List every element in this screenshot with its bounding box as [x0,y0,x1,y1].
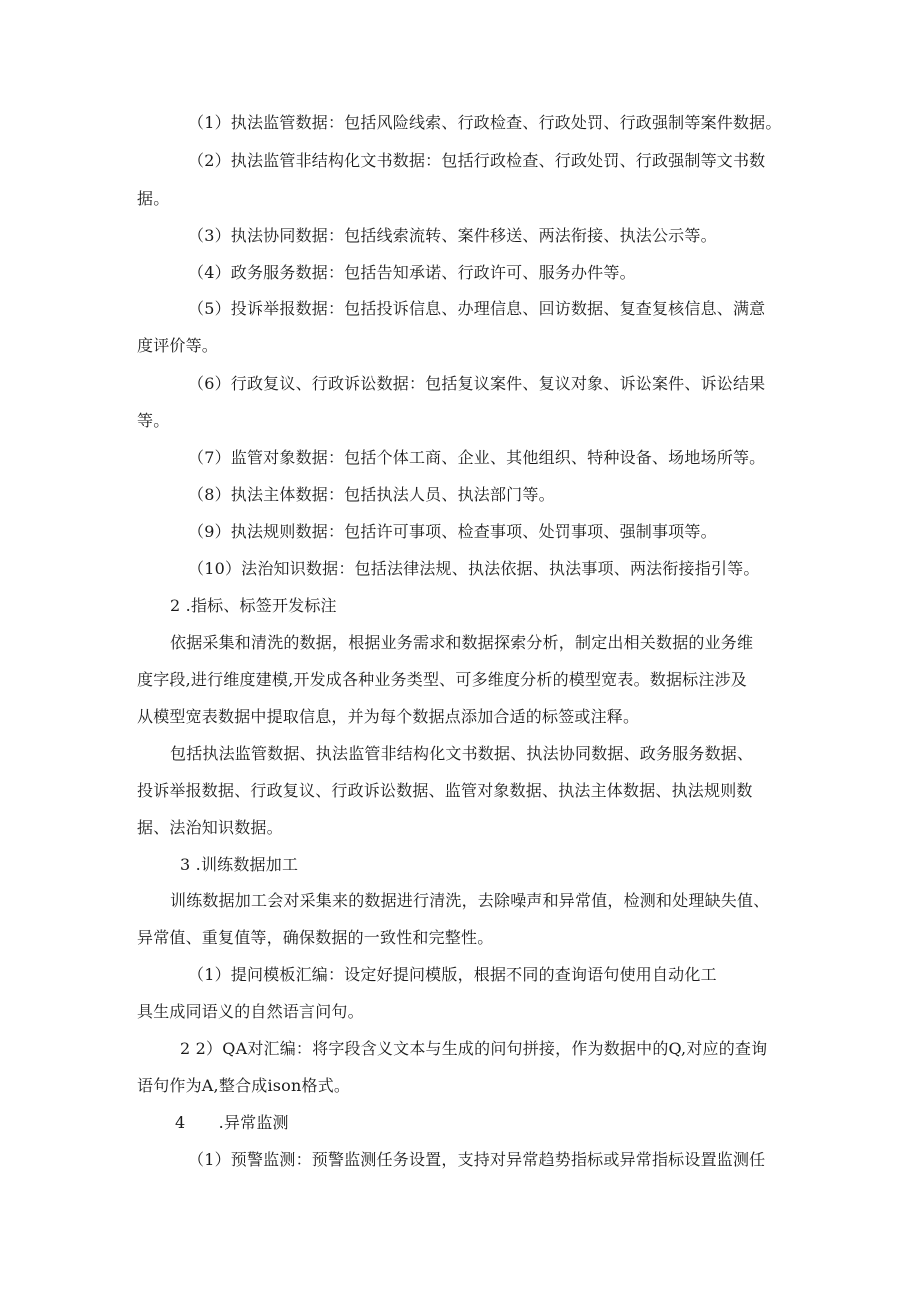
paragraph-item-2: （2）执法监管非结构化文书数据：包括行政检查、行政处罚、行政强制等文书数 [188,151,766,170]
paragraph-body: 依据采集和清洗的数据，根据业务需求和数据探索分析，制定出相关数据的业务维 [170,633,754,652]
section-heading-3: 3 .训练数据加工 [180,855,299,874]
paragraph-item-7: （7）监管对象数据：包括个体工商、企业、其他组织、特种设备、场地场所等。 [188,448,766,467]
paragraph-body: 度字段,进行维度建模,开发成各种业务类型、可多维度分析的模型宽表。数据标注涉及 [137,670,747,689]
section-heading-4: 4 .异常监测 [175,1113,289,1132]
paragraph-item-1: （1）执法监管数据：包括风险线索、行政检查、行政处罚、行政强制等案件数据。 [188,113,782,132]
paragraph-body: （1）提问模板汇编：设定好提问模版，根据不同的查询语句使用自动化工 [188,965,717,984]
paragraph-body: 包括执法监管数据、执法监管非结构化文书数据、执法协同数据、政务服务数据、 [170,744,754,763]
paragraph-body: 投诉举报数据、行政复议、行政诉讼数据、监管对象数据、执法主体数据、执法规则数 [137,781,753,800]
paragraph-body: 语句作为A,整合成ison格式。 [137,1076,351,1095]
paragraph-item-2-cont: 据。 [137,189,170,208]
paragraph-item-8: （8）执法主体数据：包括执法人员、执法部门等。 [188,485,555,504]
paragraph-item-5: （5）投诉举报数据：包括投诉信息、办理信息、回访数据、复查复核信息、满意 [188,299,766,318]
paragraph-item-4: （4）政务服务数据：包括告知承诺、行政许可、服务办件等。 [188,263,636,282]
paragraph-body: 具生成同语义的自然语言问句。 [137,1002,364,1021]
paragraph-item-9: （9）执法规则数据：包括许可事项、检查事项、处罚事项、强制事项等。 [188,522,717,541]
paragraph-item-3: （3）执法协同数据：包括线索流转、案件移送、两法衔接、执法公示等。 [188,226,717,245]
section-heading-2: 2 .指标、标签开发标注 [170,596,337,615]
paragraph-body: 训练数据加工会对采集来的数据进行清洗，去除噪声和异常值，检测和处理缺失值、 [170,891,770,910]
paragraph-body: 从模型宽表数据中提取信息，并为每个数据点添加合适的标签或注释。 [137,707,640,726]
paragraph-item-5-cont: 度评价等。 [137,336,219,355]
paragraph-body: 据、法治知识数据。 [137,818,283,837]
paragraph-body: 2 2）QA对汇编：将字段含义文本与生成的问句拼接，作为数据中的Q,对应的查询 [180,1039,768,1058]
paragraph-body: 异常值、重复值等，确保数据的一致性和完整性。 [137,928,494,947]
paragraph-item-6-cont: 等。 [137,411,170,430]
paragraph-item-10: （10）法治知识数据：包括法律法规、执法依据、执法事项、两法衔接指引等。 [188,559,760,578]
paragraph-body: （1）预警监测：预警监测任务设置，支持对异常趋势指标或异常指标设置监测任 [188,1150,766,1169]
paragraph-item-6: （6）行政复议、行政诉讼数据：包括复议案件、复议对象、诉讼案件、诉讼结果 [188,374,766,393]
